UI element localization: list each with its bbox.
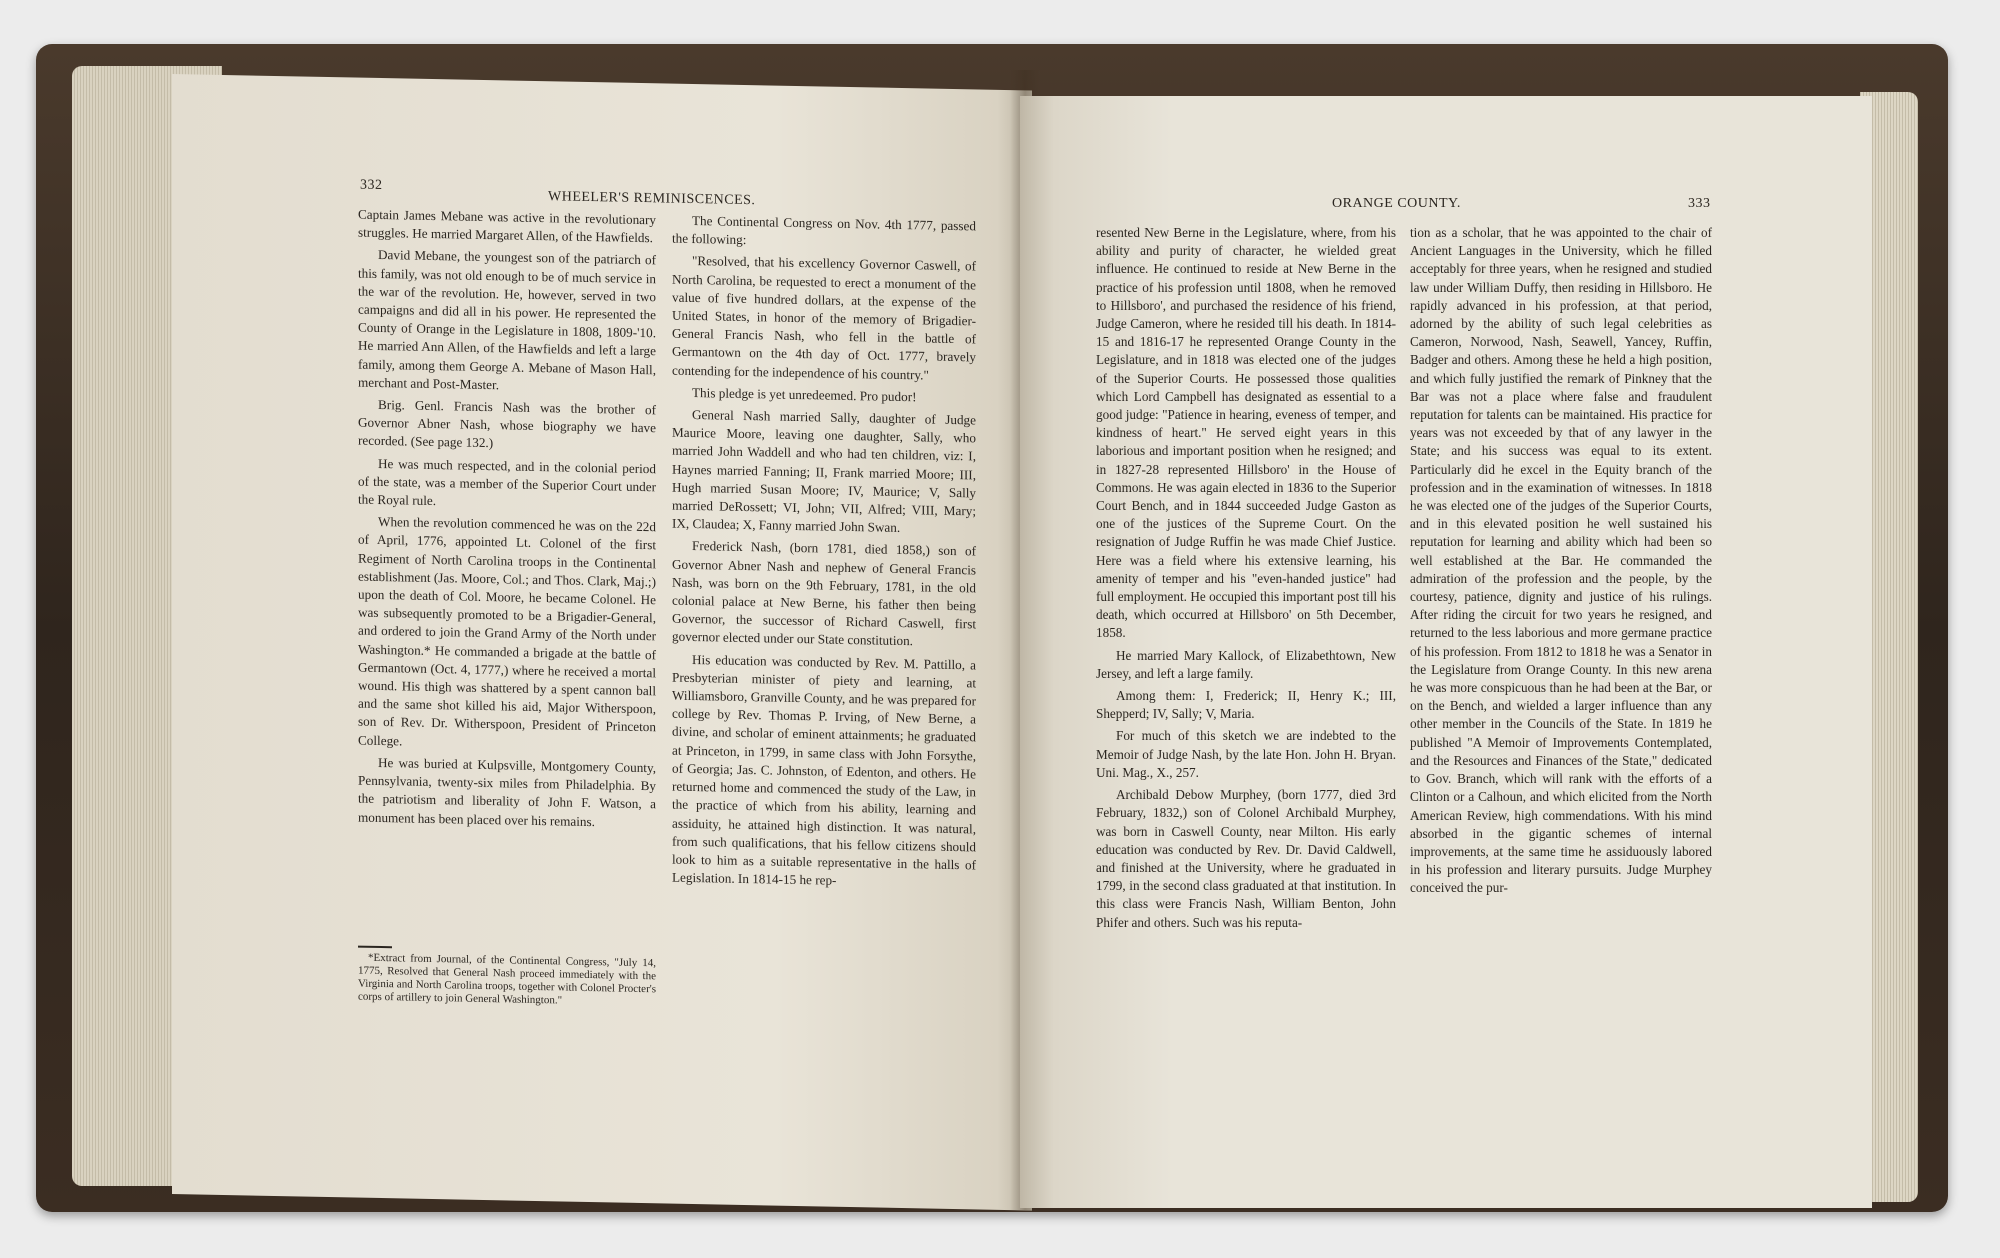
right-running-head: ORANGE COUNTY. bbox=[1332, 196, 1461, 211]
paragraph: David Mebane, the youngest son of the patriarch of this family, was not old enough to be of much service in the war of the revolution. He, however, served in two campaigns and did all in his power. He represented the County of Orange in the Legislature in 1808, 1809-'10. He married Ann Allen, of the Hawfields and left a large family, among them George A. Mebane of Mason Hall, merchant and Post-Master. bbox=[358, 247, 656, 393]
paragraph: resented New Berne in the Legislature, where, from his ability and purity of character, he wielded great influence. He continued to reside at New Berne in the practice of his profession until 1808, when he removed to Hillsboro', and purchased the residence of his friend, Judge Cameron, where he resided till his death. In 1814-15 and 1816-17 he represented Orange County in the Legislature, and in 1818 was elected one of the judges of the Superior Courts. He possessed those qualities which Lord Campbell has designated as essential to a good judge: "Patience in hearing, eveness of temper, and kindness of heart." He served eight years in this laborious and important position when he resigned; and in 1827-28 represented Hillsboro' in the House of Commons. He was again elected in 1836 to the Superior Court Bench, and in 1844 succeeded Judge Gaston as one of the justices of the Supreme Court. On the resignation of Judge Ruffin he was made Chief Justice. Here was a field where his extensive learning, his amenity of temper and his "even-handed justice" had full employment. He occupied this important post till his death, which occurred at Hillsboro' on 5th December, 1858. bbox=[1096, 225, 1396, 641]
right-column-1 bbox=[1096, 224, 1396, 936]
left-page-number: 332 bbox=[360, 177, 383, 194]
paragraph: Brig. Genl. Francis Nash was the brother of Governor Abner Nash, whose biography we have recorded. (See page 132.) bbox=[358, 396, 656, 451]
paragraph: His education was conducted by Rev. M. Pattillo, a Presbyterian minister of piety and learning, at Williamsboro, Granville County, and he was prepared for college by Rev. Thomas P. Irving, of New Berne, a divine, and scholar of eminent attainments; he graduated at Princeton, in 1799, in same class with John Forsythe, of Georgia; Jas. C. Johnston, of Edenton, and others. He returned home and commenced the study of the Law, in the practice of which from his ability, learning and assiduity, he attained high distinction. It was natural, from such qualifications, that his fellow citizens should look to him as a suitable representative in the halls of Legislation. In 1814-15 he rep- bbox=[672, 651, 976, 888]
paragraph: This pledge is yet unredeemed. Pro pudor! bbox=[692, 384, 917, 405]
paragraph: Captain James Mebane was active in the revolutionary struggles. He married Margaret Allen, of the Hawfields. bbox=[358, 206, 656, 246]
footnote-text: *Extract from Journal, of the Continental Congress, "July 14, 1775, Resolved that General Nash proceed immediately with the Virginia and North Carolina troops, together with Colonel Procter's corps of artillery to join General Washington." bbox=[358, 951, 656, 1007]
paragraph: He married Mary Kallock, of Elizabethtown, New Jersey, and left a large family. bbox=[1096, 647, 1396, 681]
paragraph: He was buried at Kulpsville, Montgomery County, Pennsylvania, twenty-six miles from Philadelphia. By the patriotism and liberality of John F. Watson, a monument has been placed over his remains. bbox=[358, 754, 656, 829]
paragraph: Archibald Debow Murphey, (born 1777, died 3rd February, 1832,) son of Colonel Archibald Murphey, was born in Caswell County, near Milton. His early education was conducted by Rev. Dr. David Caldwell, and finished at the University, where he graduated in 1799, in the second class graduated at that institution. In this class were Francis Nash, William Benton, John Phifer and others. Such was his reputa- bbox=[1096, 787, 1396, 930]
paragraph: "Resolved, that his excellency Governor Caswell, of North Carolina, be requested to erect a monument of the value of five hundred dollars, at the expense of the United States, in honor of the memory of Brigadier-General Francis Nash, who fell in the battle of Germantown on the 4th day of Oct. 1777, bravely contending for the independence of his country." bbox=[672, 253, 976, 383]
left-page bbox=[172, 74, 1032, 1211]
paragraph: When the revolution commenced he was on the 22d of April, 1776, appointed Lt. Colonel of the first Regiment of North Carolina troops in the Continental establishment (Jas. Moore, Col.; and Thos. Clark, Maj.;) upon the death of Col. Moore, he became Colonel. He was subsequently promoted to be a Brigadier-General, and ordered to join the Grand Army of the North under Washington.* He commanded a brigade at the battle of Germantown (Oct. 4, 1777,) where he received a mortal wound. His thigh was shattered by a spent cannon ball and the same shot killed his aid, Major Witherspoon, son of Rev. Dr. Witherspoon, President of Princeton College. bbox=[358, 514, 656, 749]
paragraph: Among them: I, Frederick; II, Henry K.; III, Shepperd; IV, Sally; V, Maria. bbox=[1096, 688, 1396, 722]
left-running-head: WHEELER'S REMINISCENCES. bbox=[548, 189, 756, 209]
right-page-number: 333 bbox=[1688, 196, 1711, 211]
left-column-1 bbox=[358, 206, 656, 836]
paragraph: He was much respected, and in the colonial period of the state, was a member of the Superior Court under the Royal rule. bbox=[358, 455, 656, 509]
paragraph: Frederick Nash, (born 1781, died 1858,) son of Governor Abner Nash and nephew of General Francis Nash, was born on the 9th February, 1781, in the old colonial palace at New Berne, his father then being Governor, the successor of Richard Caswell, first governor elected under our State constitution. bbox=[672, 538, 976, 649]
paragraph: tion as a scholar, that he was appointed to the chair of Ancient Languages in the University, which he filled acceptably for three years, when he resigned and studied law under William Duffy, then residing in Hillsboro. He rapidly advanced in his profession, at that period, adorned by the ability of such legal celebrities as Cameron, Norwood, Nash, Seawell, Yancey, Ruffin, Badger and others. Among these he held a high position, and which fully justified the remark of Pinkney that the Bar was not a place where false and fraudulent reputation for talents can be maintained. His practice for years was not exceeded by that of any lawyer in the State; and his success was equal to its extent. Particularly did he excel in the Equity branch of the profession and in the examination of witnesses. In 1818 he was elected one of the judges of the Superior Courts, and in this elevated position he well sustained his reputation for learning and ability which had been so well established at the Bar. He commanded the admiration of the profession and the people, by the courtesy, patience, dignity and justice of his rulings. After riding the circuit for two years he resigned, and returned to the less laborious and more germane practice of his profession. From 1812 to 1818 he was a Senator in the Legislature from Orange County. In this new arena he was more conspicuous than he had been at the Bar, or on the Bench, and wielded a larger influence than any other member in the Councils of the State. In 1819 he published "A Memoir of Improvements Contemplated, and the Resources and Finances of the State," dedicated to Gov. Branch, which will rank with the efforts of a Clinton or a Calhoun, and which elicited from the North American Review, high commendations. With his mind absorbed in the gigantic schemes of internal improvements, at the same time he assiduously labored in his profession and literary pursuits. Judge Murphey conceived the pur- bbox=[1410, 225, 1712, 896]
paragraph: For much of this sketch we are indebted to the Memoir of Judge Nash, by the late Hon. John H. Bryan. Uni. Mag., X., 257. bbox=[1096, 728, 1396, 780]
paragraph: General Nash married Sally, daughter of Judge Maurice Moore, leaving one daughter, Sally, who married John Waddell and who had ten children, viz: I, Haynes married Fanning; II, Frank married Moore; III, Hugh married Susan Moore; IV, Maurice; V, Sally married DeRossett; VI, John; VII, Alfred; VIII, Mary; IX, Claudea; X, Fanny married John Swan. bbox=[672, 407, 976, 536]
right-page bbox=[1020, 96, 1872, 1208]
footnote bbox=[358, 952, 656, 1010]
paragraph: The Continental Congress on Nov. 4th 1777, passed the following: bbox=[672, 212, 976, 248]
left-column-2 bbox=[672, 212, 976, 897]
footnote-rule bbox=[358, 946, 392, 949]
right-column-2 bbox=[1410, 224, 1712, 902]
